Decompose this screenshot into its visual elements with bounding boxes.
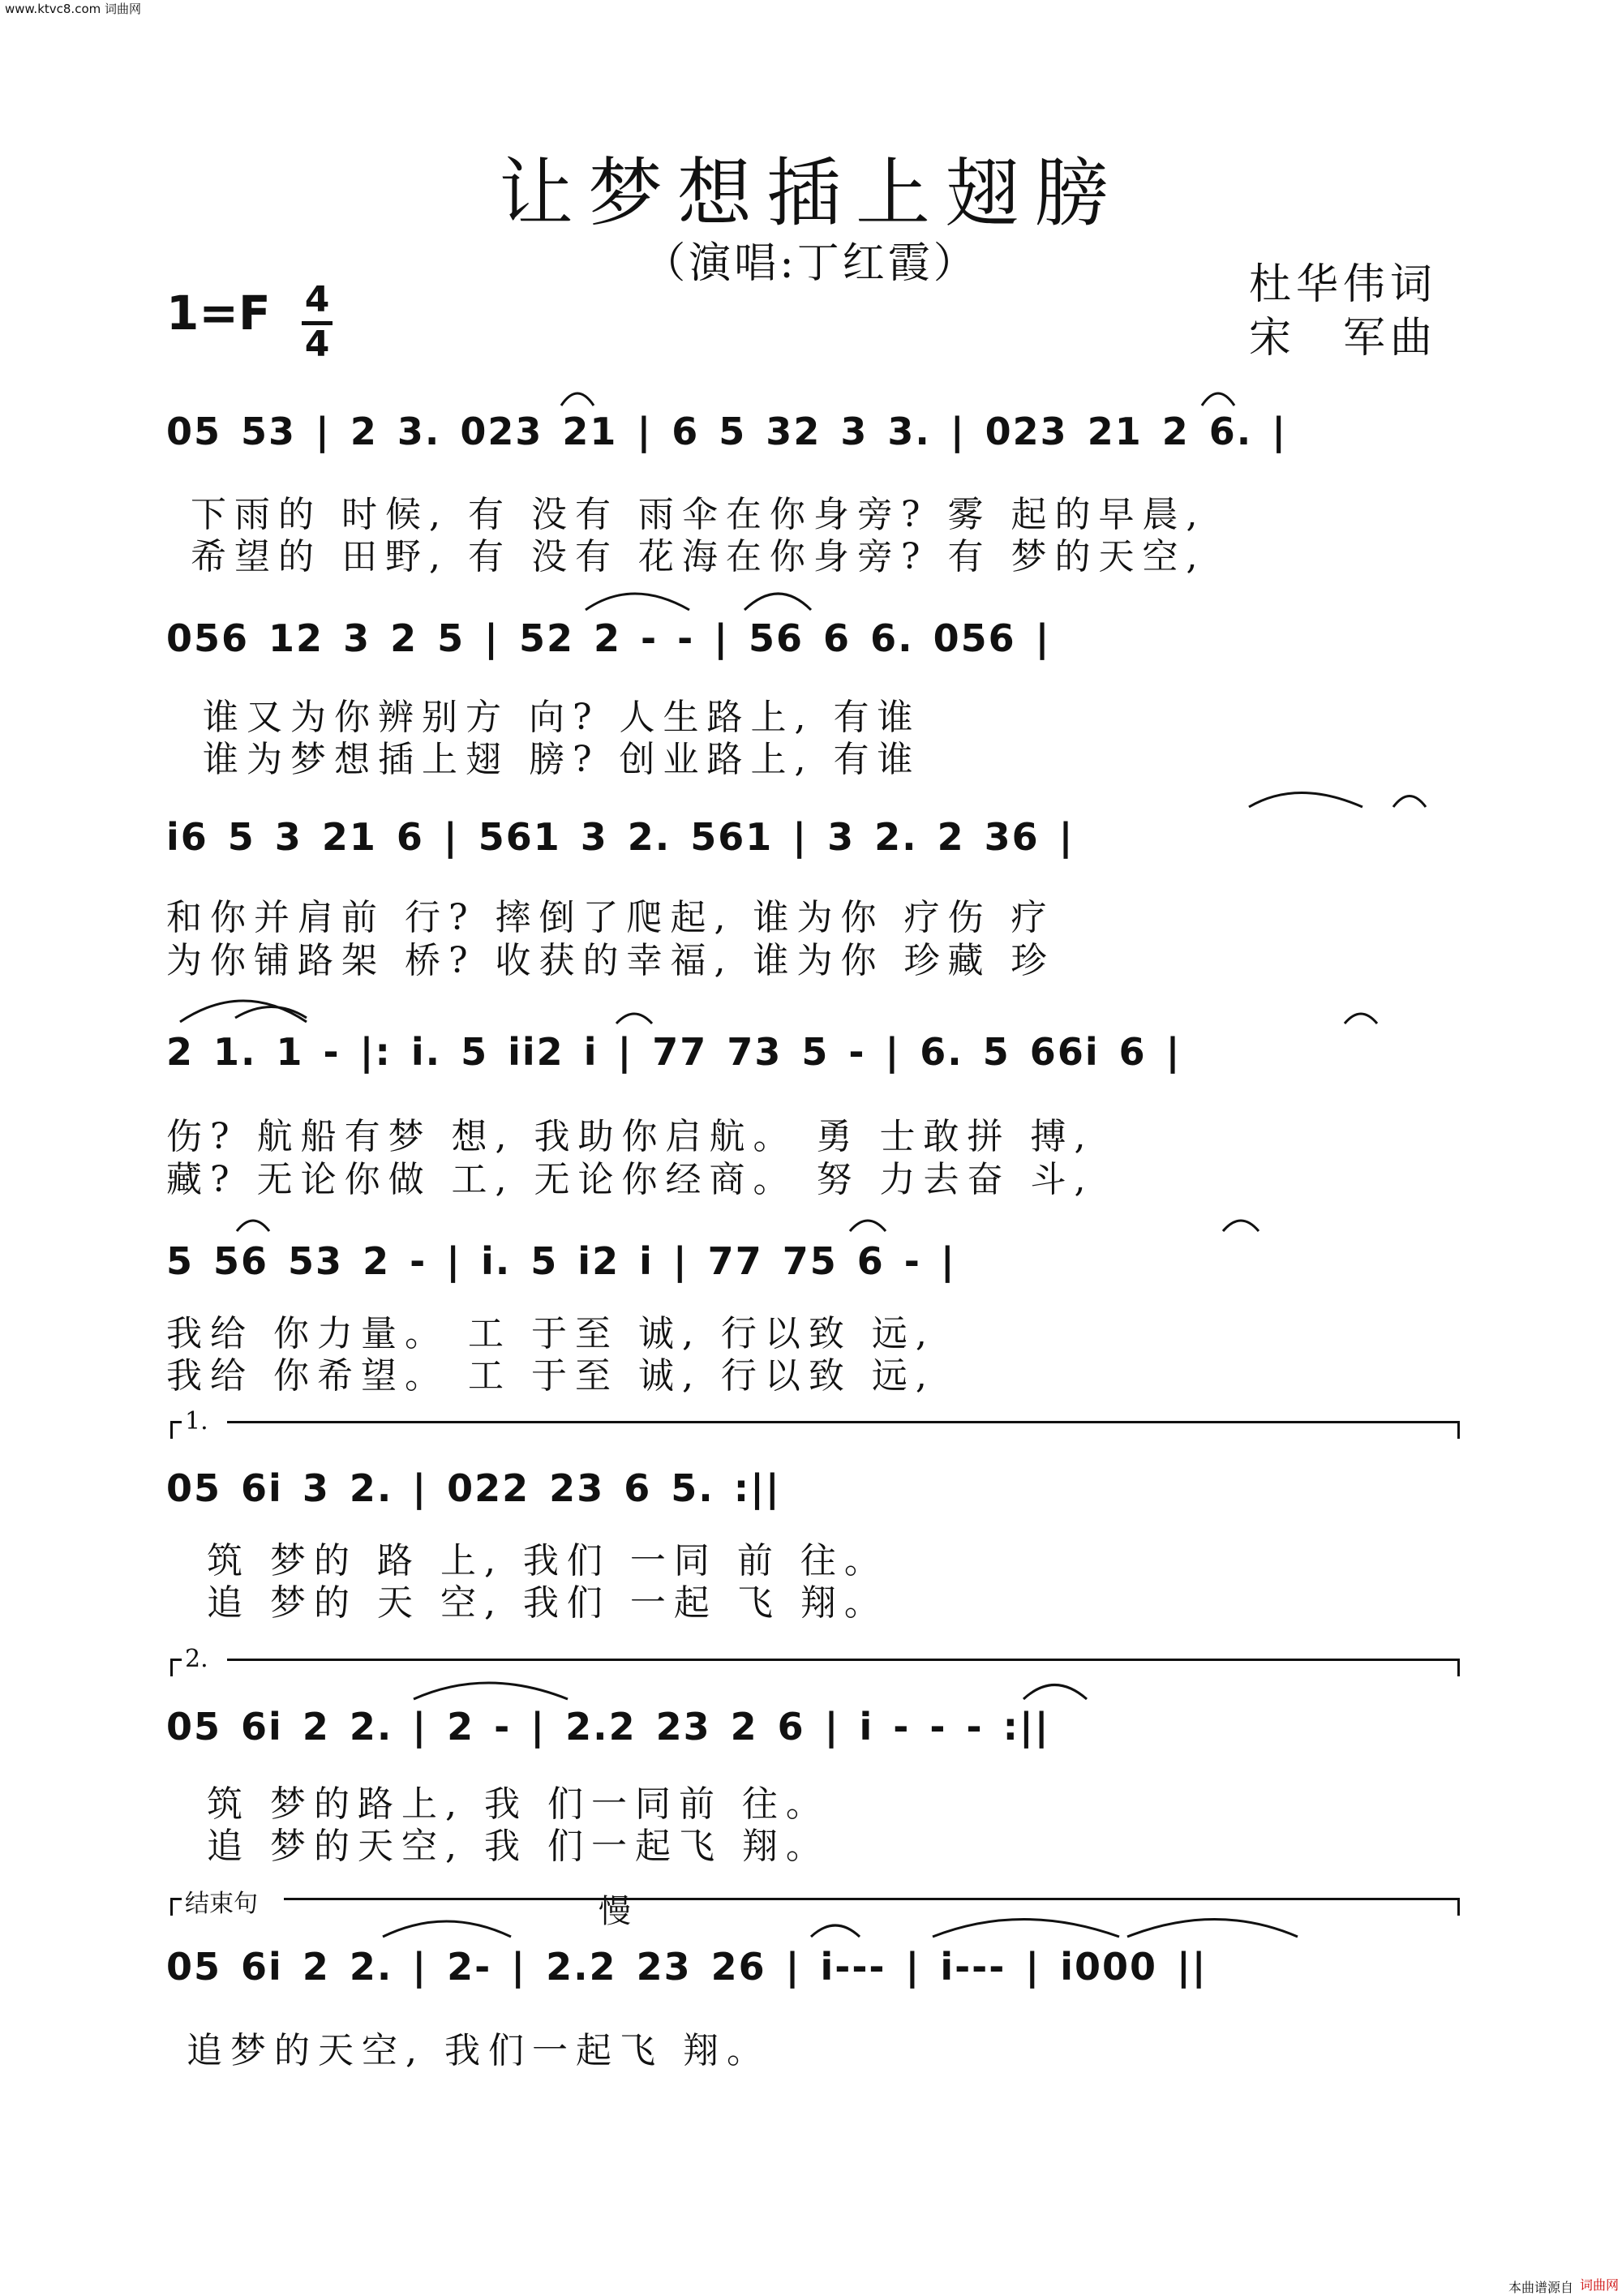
lyrics-line-3-verse-2: 为你铺路架 桥? 收获的幸福, 谁为你 珍藏 珍 <box>166 940 1055 981</box>
lyrics-line-6-verse-2: 追 梦的 天 空, 我们 一起 飞 翔。 <box>207 1582 888 1624</box>
lyrics-line-1-verse-1: 下雨的 时候, 有 没有 雨伞在你身旁? 雾 起的早晨, <box>191 494 1206 535</box>
song-title: 让梦想插上翅膀 <box>498 150 1123 237</box>
slur-17 <box>811 1925 860 1937</box>
time-signature <box>302 279 333 365</box>
lyrics-line-5-verse-1: 我给 你力量。 工 于至 诚, 行以致 远, <box>166 1313 935 1354</box>
lyricist-credit: 杜华伟词 <box>1249 260 1438 309</box>
lyrics-line-8-verse-1: 追梦的天空, 我们一起飞 翔。 <box>187 2030 770 2071</box>
key-signature: 1=F <box>166 285 271 341</box>
notation-line-3: i6 5 3 21 6 | 561 3 2. 561 | 3 2. 2 36 | <box>166 815 1075 859</box>
lyrics-line-6-verse-1: 筑 梦的 路 上, 我们 一同 前 往。 <box>207 1540 888 1581</box>
volta-2-bracket-left <box>170 1659 173 1676</box>
time-sig-top: 4 <box>304 279 330 320</box>
volta-2-bracket-start <box>170 1659 182 1661</box>
singer-credit: （演唱:丁红霞） <box>643 239 979 288</box>
site-watermark-bottom: 本曲谱源自 <box>1508 2280 1574 2295</box>
slur-12 <box>850 1221 886 1231</box>
volta-2-label: 2. <box>185 1645 208 1673</box>
volta-1-bracket-start <box>170 1421 182 1423</box>
volta-1-label: 1. <box>185 1407 208 1436</box>
credits <box>1249 258 1437 365</box>
slur-14 <box>414 1683 568 1699</box>
slur-8 <box>235 1007 307 1019</box>
lyrics-line-1-verse-2: 希望的 田野, 有 没有 花海在你身旁? 有 梦的天空, <box>191 536 1206 577</box>
volta-1-bracket-right <box>1457 1421 1460 1439</box>
slur-10 <box>1345 1014 1377 1024</box>
ending-bracket-right <box>1457 1898 1460 1916</box>
slur-18 <box>933 1920 1119 1938</box>
volta-2-bracket-right <box>1457 1659 1460 1676</box>
volta-2-bracket-line <box>227 1659 1460 1661</box>
ending-bracket-left <box>170 1898 173 1916</box>
site-watermark-top: www.ktvc8.com 词曲网 <box>5 2 142 16</box>
lyrics-line-4-verse-1: 伤? 航船有梦 想, 我助你启航。 勇 士敢拼 搏, <box>166 1116 1094 1157</box>
lyrics-line-3-verse-1: 和你并肩前 行? 摔倒了爬起, 谁为你 疗伤 疗 <box>166 897 1055 938</box>
lyrics-line-7-verse-1: 筑 梦的路上, 我 们一同前 往。 <box>207 1783 830 1825</box>
slur-7 <box>180 1001 307 1022</box>
volta-1-bracket-line <box>227 1421 1460 1423</box>
composer-credit: 宋 军曲 <box>1249 314 1438 363</box>
notation-line-6: 05 6i 3 2. | 022 23 6 5. :|| <box>166 1466 781 1510</box>
ending-bracket-line <box>284 1898 1460 1900</box>
slur-2 <box>1202 393 1234 406</box>
lyrics-line-7-verse-2: 追 梦的天空, 我 们一起飞 翔。 <box>207 1826 830 1867</box>
lyrics-line-5-verse-2: 我给 你希望。 工 于至 诚, 行以致 远, <box>166 1355 935 1397</box>
notation-line-8: 05 6i 2 2. | 2- | 2.2 23 26 | i--- | i--- | i000 || <box>166 1945 1208 1989</box>
ending-bracket-start <box>170 1898 182 1900</box>
lyrics-line-2-verse-1: 谁又为你辨别方 向? 人生路上, 有谁 <box>203 697 921 738</box>
slur-13 <box>1223 1221 1259 1231</box>
notation-line-4: 2 1. 1 - |: i. 5 ii2 i | 77 73 5 - | 6. 5 66i 6 | <box>166 1030 1182 1074</box>
slur-6 <box>1393 796 1426 808</box>
slur-16 <box>383 1921 511 1937</box>
lyrics-line-4-verse-2: 藏? 无论你做 工, 无论你经商。 努 力去奋 斗, <box>166 1159 1094 1200</box>
slur-3 <box>586 594 689 610</box>
notation-line-1: 05 53 | 2 3. 023 21 | 6 5 32 3 3. | 023 21 2 6. | <box>166 410 1288 453</box>
slur-5 <box>1249 793 1362 808</box>
slur-19 <box>1127 1920 1298 1938</box>
slur-15 <box>1023 1685 1087 1700</box>
notation-line-7: 05 6i 2 2. | 2 - | 2.2 23 2 6 | i - - - :|| <box>166 1705 1050 1749</box>
slur-11 <box>237 1221 269 1231</box>
volta-1-bracket-left <box>170 1421 173 1439</box>
slur-1 <box>561 393 594 406</box>
ending-label: 结束句 <box>185 1890 258 1918</box>
notation-line-5: 5 56 53 2 - | i. 5 i2 i | 77 75 6 - | <box>166 1239 956 1283</box>
tempo-mark: 慢 <box>599 1893 631 1930</box>
notation-line-2: 056 12 3 2 5 | 52 2 - - | 56 6 6. 056 | <box>166 616 1051 660</box>
slur-9 <box>616 1014 652 1024</box>
time-sig-bottom: 4 <box>304 324 330 365</box>
lyrics-line-2-verse-2: 谁为梦想插上翅 膀? 创业路上, 有谁 <box>203 739 921 780</box>
slur-4 <box>744 594 811 610</box>
site-watermark-bottom-brand: 词曲网 <box>1580 2277 1620 2293</box>
